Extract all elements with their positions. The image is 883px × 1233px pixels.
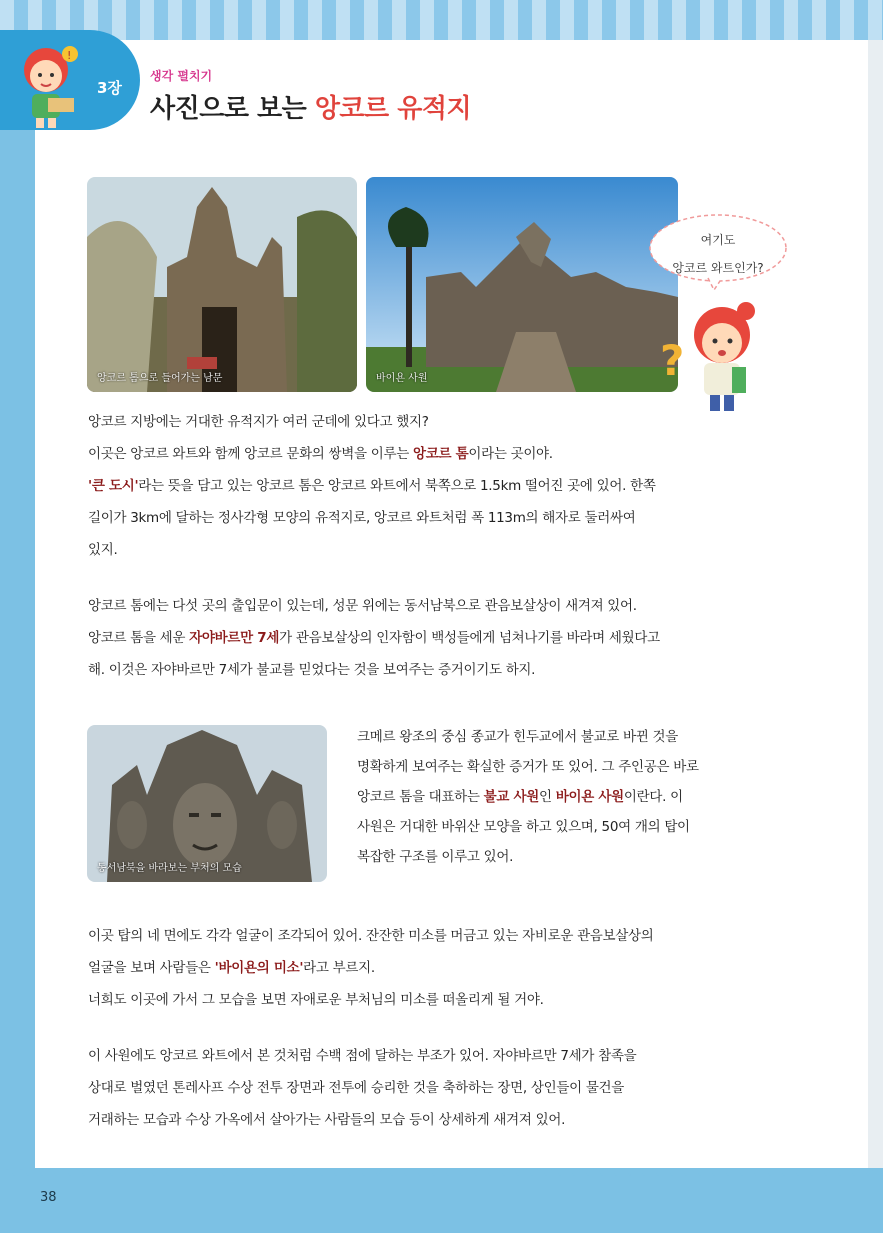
text-line — [357, 782, 777, 812]
text-span: 인 — [539, 789, 556, 805]
page-edge — [868, 40, 883, 1175]
text-line: 앙코르 톰에는 다섯 곳의 출입문이 있는데, 성문 위에는 동서남북으로 관음보살상이 새겨져 있어. — [88, 598, 637, 614]
text-line: 길이가 3km에 달하는 정사각형 모양의 유적지로, 앙코르 와트처럼 폭 113m의 해자로 둘러싸여 — [88, 510, 636, 526]
text-line: 복잡한 구조를 이루고 있어. — [357, 849, 514, 865]
text-line: 해. 이것은 자야바르만 7세가 불교를 믿었다는 것을 보여주는 증거이기도 하지. — [88, 662, 536, 678]
highlight-bayon-smile: '바이욘의 미소' — [214, 960, 304, 976]
text-line: 이 사원에도 앙코르 와트에서 본 것처럼 수백 점에 달하는 부조가 있어. 자야바르만 7세가 참족을 — [88, 1048, 637, 1064]
text-line: 있지. — [88, 542, 118, 558]
paragraph-1 — [88, 406, 778, 566]
text-line — [88, 622, 778, 654]
paragraph-2 — [88, 590, 778, 686]
text-line: 앙코르 지방에는 거대한 유적지가 여러 군데에 있다고 했지? — [88, 414, 429, 430]
highlight-angkor-thom: 앙코르 톰 — [412, 446, 469, 462]
text-line: 명확하게 보여주는 확실한 증거가 또 있어. 그 주인공은 바로 — [357, 759, 699, 775]
bottom-wave-band — [0, 1168, 883, 1233]
text-line: 이곳 탑의 네 면에도 각각 얼굴이 조각되어 있어. 잔잔한 미소를 머금고 있는 자비로운 관음보살상의 — [88, 928, 654, 944]
text-span: 이곳은 앙코르 와트와 함께 앙코르 문화의 쌍벽을 이루는 — [88, 446, 413, 462]
text-span: 가 관음보살상의 인자함이 백성들에게 넘쳐나기를 바라며 세웠다고 — [279, 630, 660, 646]
text-line: 크메르 왕조의 중심 종교가 힌두교에서 불교로 바뀐 것을 — [357, 729, 678, 745]
text-line: 거래하는 모습과 수상 가옥에서 살아가는 사람들의 모습 등이 상세하게 새겨져 있어. — [88, 1112, 566, 1128]
text-line — [88, 952, 778, 984]
text-line — [88, 438, 778, 470]
text-line: 너희도 이곳에 가서 그 모습을 보면 자애로운 부처님의 미소를 떠올리게 될 거야. — [88, 992, 544, 1008]
photo-bayon — [366, 177, 678, 392]
text-line: 사원은 거대한 바위산 모양을 하고 있으며, 50여 개의 탑이 — [357, 819, 690, 835]
wave-edge — [0, 1162, 883, 1176]
chapter-label: 3장 — [97, 79, 122, 97]
highlight-big-city: '큰 도시' — [88, 478, 139, 494]
text-span: 이라는 곳이야. — [468, 446, 553, 462]
speech-line-2: 앙코르 와트인가? — [672, 261, 764, 275]
title-accent: 앙코르 유적지 — [314, 94, 472, 124]
photo-caption: 앙코르 톰으로 들어가는 남문 — [97, 373, 223, 384]
bayon-image — [366, 177, 678, 392]
highlight-jayavarman: 자야바르만 7세 — [189, 630, 280, 646]
text-span: 라는 뜻을 담고 있는 앙코르 톰은 앙코르 와트에서 북쪽으로 1.5km 떨어진 곳에 있어. 한쪽 — [138, 478, 656, 494]
south-gate-image — [87, 177, 357, 392]
text-span: 얼굴을 보며 사람들은 — [88, 960, 215, 976]
page-title — [150, 88, 471, 125]
mascot-question-icon — [660, 295, 770, 415]
text-line — [88, 470, 778, 502]
speech-bubble — [648, 212, 788, 290]
highlight-buddhist-temple: 불교 사원 — [483, 789, 540, 805]
top-stripe-border — [0, 0, 883, 40]
text-span: 앙코르 톰을 세운 — [88, 630, 190, 646]
speech-line-1: 여기도 — [700, 233, 736, 247]
svg-text:!: ! — [67, 49, 72, 62]
text-line: 상대로 벌였던 톤레사프 수상 전투 장면과 전투에 승리한 것을 축하하는 장면, 상인들이 물건을 — [88, 1080, 625, 1096]
text-span: 이란다. 이 — [623, 789, 683, 805]
paragraph-4 — [88, 920, 778, 1016]
text-span: 앙코르 톰을 대표하는 — [357, 789, 484, 805]
highlight-bayon-temple: 바이욘 사원 — [555, 789, 624, 805]
section-subtitle: 생각 펼치기 — [150, 69, 213, 83]
text-span: 라고 부르지. — [303, 960, 375, 976]
page-number: 38 — [40, 1190, 57, 1205]
svg-text:?: ? — [660, 336, 685, 385]
mascot-girl-icon — [14, 40, 84, 130]
photo-caption: 동서남북을 바라보는 부처의 모습 — [97, 863, 242, 874]
paragraph-3 — [357, 722, 777, 872]
photo-buddha-faces — [87, 725, 327, 882]
photo-caption: 바이욘 사원 — [376, 373, 428, 384]
photo-south-gate — [87, 177, 357, 392]
paragraph-5 — [88, 1040, 778, 1136]
title-prefix: 사진으로 보는 — [150, 94, 315, 124]
